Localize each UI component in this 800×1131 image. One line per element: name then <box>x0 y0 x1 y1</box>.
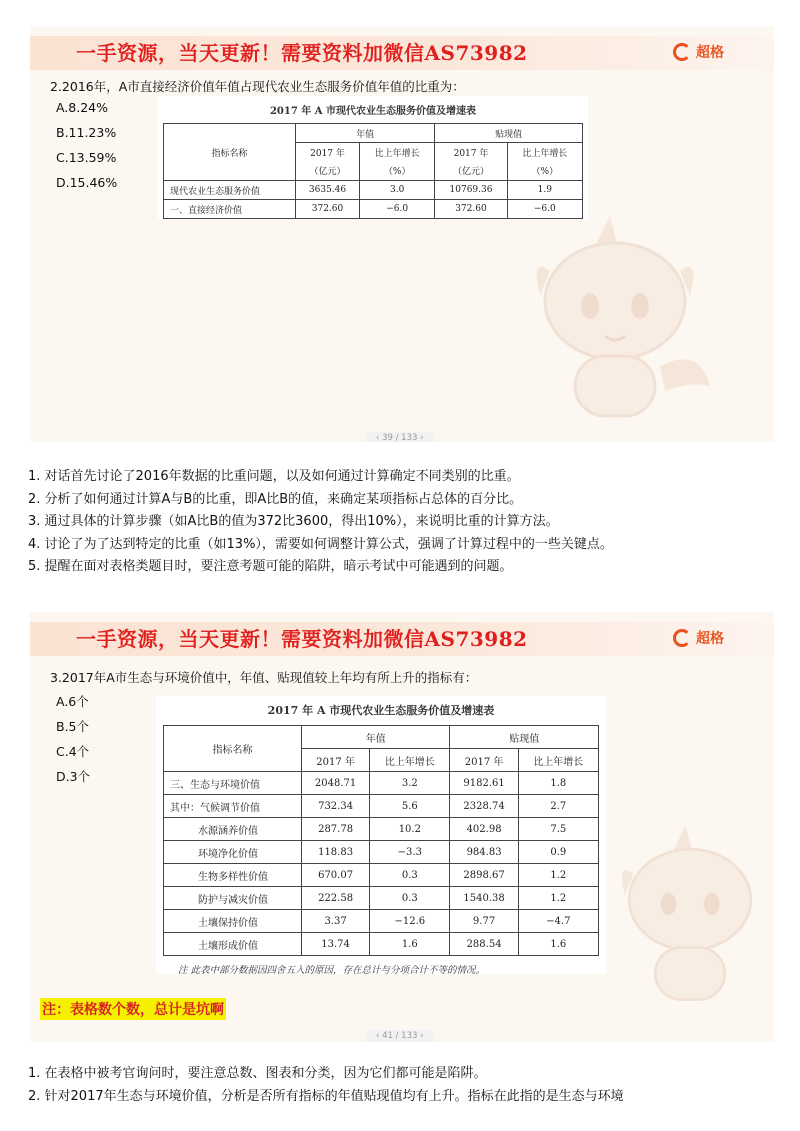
cell-indicator: 水源涵养价值 <box>164 818 302 841</box>
table-row <box>164 933 599 956</box>
slide-page-39 <box>30 26 774 442</box>
cell-value: 0.9 <box>518 841 598 864</box>
cell-value: 2898.67 <box>450 864 518 887</box>
table-row <box>164 818 599 841</box>
cell-value: 2328.74 <box>450 795 518 818</box>
summary-item: 2. 针对2017年生态与环境价值，分析是否所有指标的年值贴现值均有上升。指标在此指的是生态与环境 <box>28 1088 624 1104</box>
table-row <box>164 887 599 910</box>
option-d: D.15.46% <box>56 175 118 190</box>
table-row <box>164 181 583 200</box>
cell-value: 1.2 <box>518 887 598 910</box>
cell-value: 3.0 <box>360 181 435 200</box>
cell-indicator: 一、直接经济价值 <box>164 200 296 219</box>
option-b: B.11.23% <box>56 125 117 140</box>
cell-value: 670.07 <box>302 864 370 887</box>
question-text: 3.2017年A市生态与环境价值中，年值、贴现值较上年均有所上升的指标有： <box>50 670 478 685</box>
summary-item: 1. 对话首先讨论了2016年数据的比重问题，以及如何通过计算确定不同类别的比重。 <box>28 469 520 484</box>
header-annual: 年值 <box>302 726 450 749</box>
cell-value: 7.5 <box>518 818 598 841</box>
header-indicator: 指标名称 <box>164 726 302 772</box>
cell-value: 287.78 <box>302 818 370 841</box>
cell-value: −6.0 <box>507 200 582 219</box>
cell-value: 0.3 <box>370 887 450 910</box>
cell-value: 1.6 <box>370 933 450 956</box>
cell-value: 9182.61 <box>450 772 518 795</box>
cell-value: −12.6 <box>370 910 450 933</box>
logo-text: 超格 <box>696 45 724 61</box>
logo-g-icon <box>673 43 691 61</box>
option-c: C.4个 <box>56 744 90 759</box>
summary-item: 5. 提醒在面对表格类题目时，要注意考题可能的陷阱，暗示考试中可能遇到的问题。 <box>28 559 513 574</box>
cell-indicator: 生物多样性价值 <box>164 864 302 887</box>
data-table <box>163 725 599 956</box>
cell-value: 3.2 <box>370 772 450 795</box>
cell-value: 288.54 <box>450 933 518 956</box>
table-title: 2017 年 A 市现代农业生态服务价值及增速表 <box>269 106 477 117</box>
header-year: 2017 年 <box>302 749 370 772</box>
brand-logo <box>673 628 724 648</box>
highlight-note: 注：表格数个数，总计是坑啊 <box>40 998 226 1020</box>
cell-value: 1.8 <box>518 772 598 795</box>
option-a: A.6个 <box>56 694 89 709</box>
cell-indicator: 其中：气候调节价值 <box>164 795 302 818</box>
cell-value: 5.6 <box>370 795 450 818</box>
table-row <box>164 864 599 887</box>
table-row <box>164 795 599 818</box>
header-unit: （亿元） <box>296 162 360 181</box>
unicorn-mascot-icon <box>590 812 774 1022</box>
cell-value: 3635.46 <box>296 181 360 200</box>
cell-value: 118.83 <box>302 841 370 864</box>
summary-item: 4. 讨论了为了达到特定的比重（如13%），需要如何调整计算公式，强调了计算过程中的一些关键点。 <box>28 536 613 552</box>
promo-banner <box>30 36 774 70</box>
unicorn-mascot-icon <box>500 216 730 426</box>
promo-banner <box>30 622 774 656</box>
cell-value: 1540.38 <box>450 887 518 910</box>
header-indicator: 指标名称 <box>164 124 296 181</box>
cell-value: 1.6 <box>518 933 598 956</box>
table-row <box>164 910 599 933</box>
cell-indicator: 环境净化价值 <box>164 841 302 864</box>
page-indicator[interactable]: ‹ 39 / 133 › <box>366 432 434 442</box>
data-table <box>163 123 583 219</box>
summary-item: 2. 分析了如何通过计算A与B的比重，即A比B的值，来确定某项指标占总体的百分比。 <box>28 491 523 507</box>
cell-value: 0.3 <box>370 864 450 887</box>
cell-value: 372.60 <box>435 200 507 219</box>
option-d: D.3个 <box>56 769 91 784</box>
data-table-figure <box>156 696 606 974</box>
page-indicator[interactable]: ‹ 41 / 133 › <box>366 1030 434 1042</box>
logo-text: 超格 <box>696 631 724 647</box>
table-row <box>164 200 583 219</box>
banner-text: 一手资源，当天更新！需要资料加微信AS73982 <box>76 41 528 65</box>
table-title: 2017 年 A 市现代农业生态服务价值及增速表 <box>267 704 495 717</box>
summary-list-1 <box>28 466 613 579</box>
header-pct: （%） <box>360 162 435 181</box>
header-unit: （亿元） <box>435 162 507 181</box>
cell-value: 984.83 <box>450 841 518 864</box>
cell-indicator: 现代农业生态服务价值 <box>164 181 296 200</box>
cell-value: 732.34 <box>302 795 370 818</box>
header-year: 2017 年 <box>296 143 360 162</box>
summary-list-2 <box>28 1063 624 1108</box>
cell-value: 222.58 <box>302 887 370 910</box>
cell-value: 372.60 <box>296 200 360 219</box>
brand-logo <box>673 42 724 62</box>
option-a: A.8.24% <box>56 100 109 115</box>
logo-g-icon <box>673 629 691 647</box>
header-growth: 比上年增长 <box>360 143 435 162</box>
cell-value: 9.77 <box>450 910 518 933</box>
header-year: 2017 年 <box>435 143 507 162</box>
table-row <box>164 841 599 864</box>
summary-item: 1. 在表格中被考官询问时，要注意总数、图表和分类，因为它们都可能是陷阱。 <box>28 1066 487 1081</box>
cell-value: 10769.36 <box>435 181 507 200</box>
cell-indicator: 土壤形成价值 <box>164 933 302 956</box>
cell-indicator: 三、生态与环境价值 <box>164 772 302 795</box>
option-c: C.13.59% <box>56 150 117 165</box>
cell-value: −3.3 <box>370 841 450 864</box>
data-table-figure <box>158 96 588 219</box>
cell-value: 402.98 <box>450 818 518 841</box>
header-growth: 比上年增长 <box>507 143 582 162</box>
header-year: 2017 年 <box>450 749 518 772</box>
header-growth: 比上年增长 <box>370 749 450 772</box>
cell-value: 2.7 <box>518 795 598 818</box>
table-row <box>164 772 599 795</box>
banner-text: 一手资源，当天更新！需要资料加微信AS73982 <box>76 627 528 651</box>
table-footnote: 注 此表中部分数据因四舍五入的原因，存在总计与分项合计不等的情况。 <box>178 965 486 976</box>
cell-indicator: 土壤保持价值 <box>164 910 302 933</box>
cell-value: 10.2 <box>370 818 450 841</box>
cell-value: 13.74 <box>302 933 370 956</box>
cell-value: −4.7 <box>518 910 598 933</box>
question-text: 2.2016年，A市直接经济价值年值占现代农业生态服务价值年值的比重为： <box>50 79 465 94</box>
header-pct: （%） <box>507 162 582 181</box>
cell-value: 2048.71 <box>302 772 370 795</box>
cell-value: −6.0 <box>360 200 435 219</box>
header-annual: 年值 <box>296 124 435 143</box>
cell-value: 3.37 <box>302 910 370 933</box>
header-discount: 贴现值 <box>450 726 599 749</box>
slide-page-41 <box>30 612 774 1042</box>
header-discount: 贴现值 <box>435 124 583 143</box>
summary-item: 3. 通过具体的计算步骤（如A比B的值为372比3600，得出10%），来说明比重的计算方法。 <box>28 514 559 529</box>
cell-indicator: 防护与减灾价值 <box>164 887 302 910</box>
cell-value: 1.2 <box>518 864 598 887</box>
option-b: B.5个 <box>56 719 90 734</box>
header-growth: 比上年增长 <box>518 749 598 772</box>
cell-value: 1.9 <box>507 181 582 200</box>
